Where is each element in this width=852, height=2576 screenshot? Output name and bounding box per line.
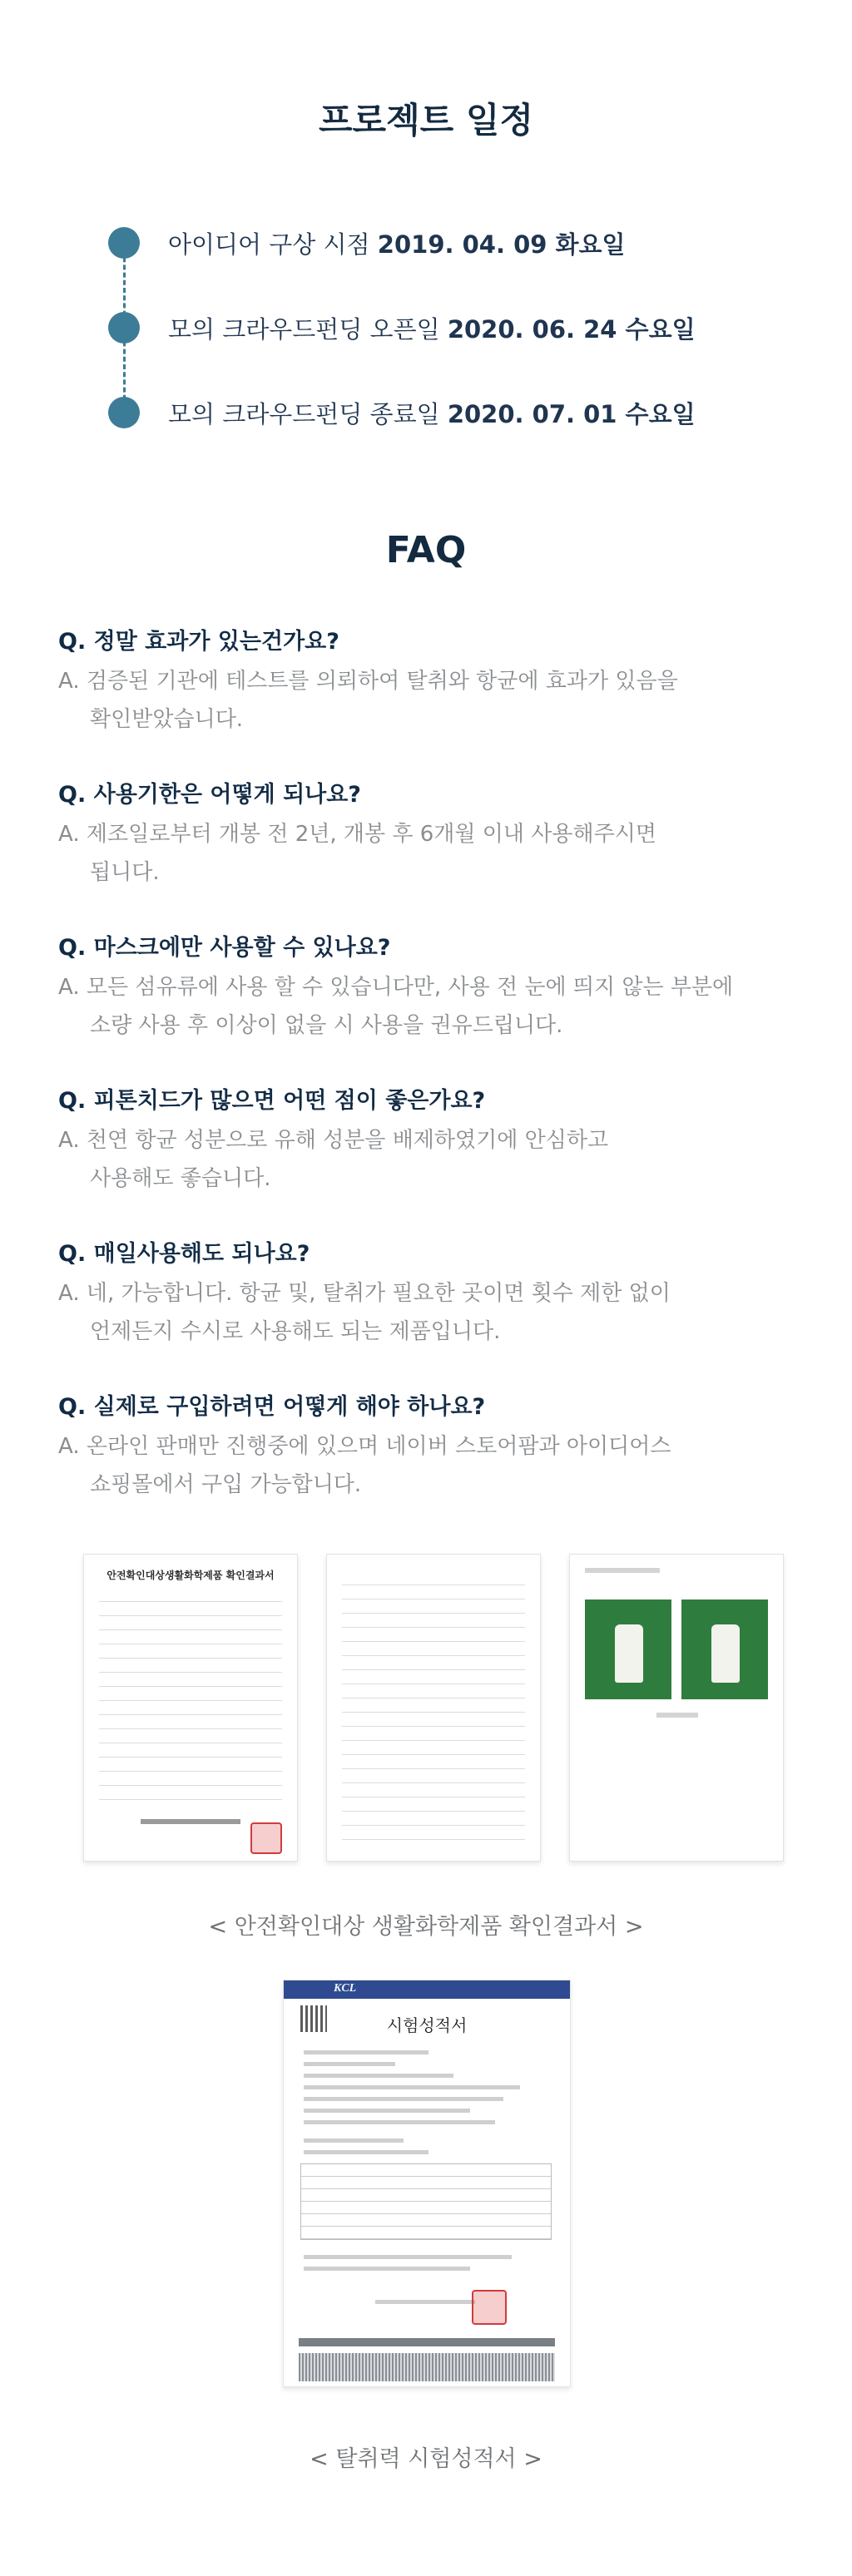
faq-item: [58, 1391, 824, 1544]
faq-answer-line: 쇼핑몰에서 구입 가능합니다.: [90, 1472, 362, 1497]
timeline-date: 2020. 06. 24 수요일: [447, 314, 696, 344]
timeline-dot-icon: [108, 312, 140, 344]
faq-list: [58, 625, 824, 1544]
seal-stamp-icon: [472, 2290, 507, 2325]
timeline-date: 2019. 04. 09 화요일: [377, 230, 626, 259]
faq-question: Q. 실제로 구입하려면 어떻게 해야 하나요?: [58, 1394, 486, 1420]
faq-answer: [58, 1274, 824, 1351]
timeline-label: 아이디어 구상 시점: [168, 230, 370, 259]
faq-answer-line: 확인받았습니다.: [90, 707, 244, 732]
timeline-item: [108, 396, 696, 429]
faq-item: [58, 932, 824, 1085]
faq-question: Q. 사용기한은 어떻게 되나요?: [58, 782, 361, 808]
faq-answer: [58, 1121, 824, 1198]
faq-answer: [58, 815, 824, 892]
faq-answer-line: A. 제조일로부터 개봉 전 2년, 개봉 후 6개월 이내 사용해주시면: [58, 822, 656, 847]
schedule-title: 프로젝트 일정: [318, 100, 534, 141]
timeline-dot-icon: [108, 397, 140, 428]
faq-item: [58, 1085, 824, 1238]
timeline-item: [108, 311, 696, 344]
faq-answer-line: 언제든지 수시로 사용해도 되는 제품입니다.: [90, 1319, 501, 1344]
document-images: [83, 1554, 782, 1870]
faq-title: FAQ: [385, 529, 467, 571]
document-table: [342, 1571, 525, 1836]
product-photo: [681, 1599, 768, 1699]
document-caption: < 안전확인대상 생활화학제품 확인결과서 >: [208, 1914, 644, 1940]
faq-item: [58, 1238, 824, 1391]
certificate-caption: < 탈취력 시험성적서 >: [310, 2446, 542, 2472]
kcl-logo: KCL: [334, 1982, 357, 1995]
faq-item: [58, 625, 824, 779]
timeline-item: [108, 226, 626, 260]
faq-question: Q. 매일사용해도 되나요?: [58, 1241, 310, 1267]
result-document-page-3: [569, 1554, 784, 1862]
document-heading: 안전확인대상생활화학제품 확인결과서: [106, 1570, 275, 1581]
faq-answer: [58, 968, 824, 1045]
product-photo: [585, 1599, 671, 1699]
timeline-dot-icon: [108, 227, 140, 259]
faq-answer-line: A. 천연 항균 성분으로 유해 성분을 배제하였기에 안심하고: [58, 1128, 609, 1153]
timeline-label: 모의 크라우드펀딩 오픈일: [168, 314, 440, 344]
faq-answer-line: A. 네, 가능합니다. 항균 및, 탈취가 필요한 곳이면 횟수 제한 없이: [58, 1281, 671, 1306]
result-document-page-2: [326, 1554, 541, 1862]
faq-answer-line: 소량 사용 후 이상이 없을 시 사용을 권유드립니다.: [90, 1013, 563, 1038]
faq-answer-line: 사용해도 좋습니다.: [90, 1166, 271, 1191]
faq-answer-line: A. 검증된 기관에 테스트를 의뢰하여 탈취와 항균에 효과가 있음을: [58, 669, 678, 694]
result-document-page-1: [83, 1554, 298, 1862]
faq-item: [58, 779, 824, 932]
faq-answer-line: A. 온라인 판매만 진행중에 있으며 네이버 스토어팜과 아이디어스: [58, 1434, 671, 1459]
document-table: [99, 1588, 282, 1811]
faq-answer: [58, 1427, 824, 1504]
seal-stamp-icon: [250, 1822, 282, 1854]
faq-answer-line: A. 모든 섬유류에 사용 할 수 있습니다만, 사용 전 눈에 띄지 않는 부분에: [58, 975, 734, 1000]
faq-answer: [58, 662, 824, 739]
certificate-footer-strip: [299, 2353, 555, 2381]
test-certificate-image: [283, 1980, 571, 2387]
certificate-table: [300, 2163, 552, 2240]
certificate-header-bar: [284, 1980, 570, 1999]
faq-answer-line: 됩니다.: [90, 860, 160, 885]
faq-question: Q. 정말 효과가 있는건가요?: [58, 629, 339, 655]
faq-question: Q. 마스크에만 사용할 수 있나요?: [58, 935, 391, 961]
schedule-timeline: [108, 226, 790, 434]
timeline-label: 모의 크라우드펀딩 종료일: [168, 399, 440, 428]
faq-question: Q. 피톤치드가 많으면 어떤 점이 좋은가요?: [58, 1088, 486, 1114]
certificate-title: 시험성적서: [386, 2015, 468, 2035]
timeline-date: 2020. 07. 01 수요일: [447, 399, 696, 428]
